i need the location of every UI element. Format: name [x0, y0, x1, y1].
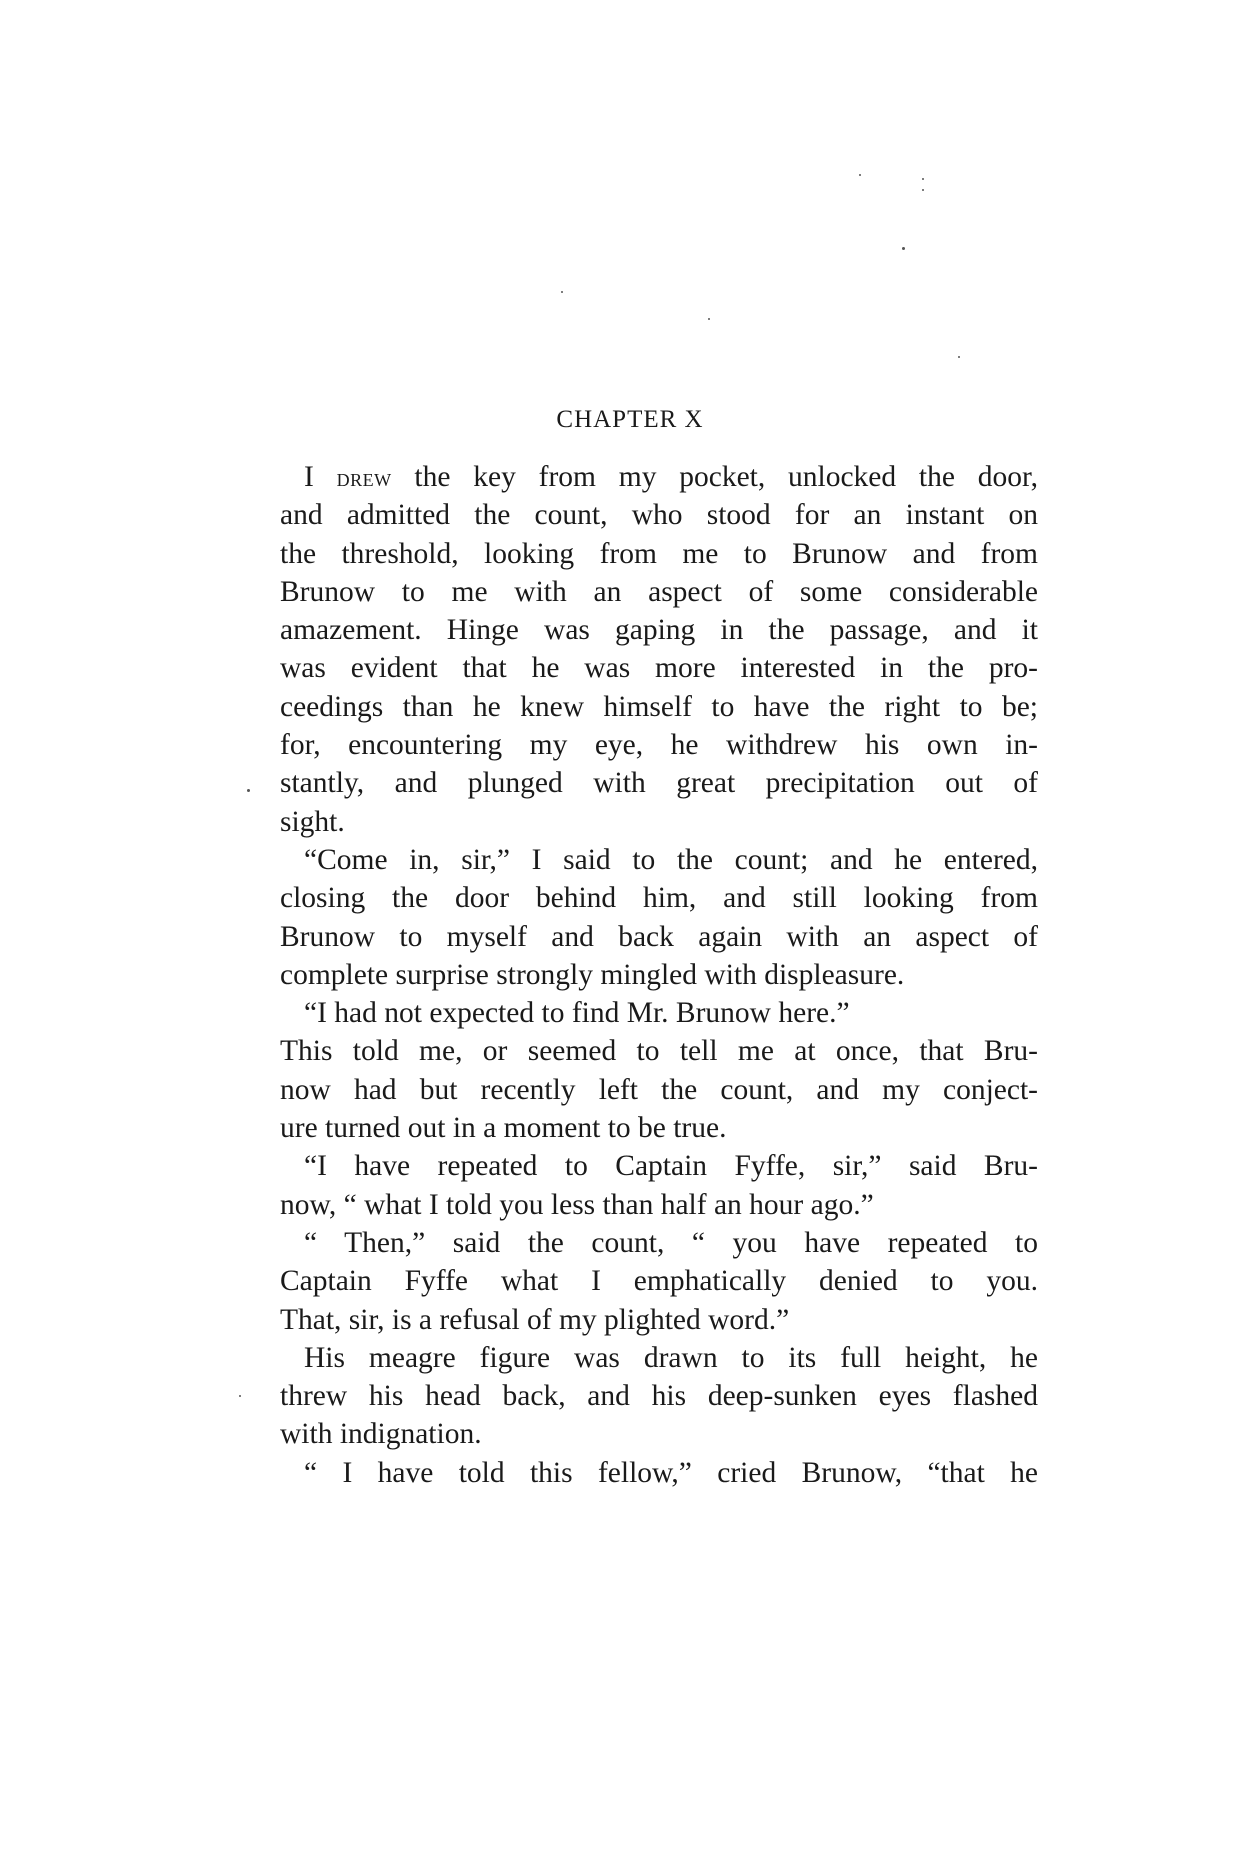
ink-speck [958, 356, 960, 358]
line-text: the key from my pocket, unlocked the door, [414, 461, 1039, 493]
paragraph [280, 458, 1038, 841]
text-line: ure turned out in a moment to be true. [280, 1112, 727, 1145]
text-line: and admitted the count, who stood for an instant on [280, 499, 1038, 532]
paragraph [280, 1454, 1038, 1492]
ink-speck [239, 1395, 241, 1397]
text-line: stantly, and plunged with great precipitation out of [280, 767, 1038, 800]
text-line: amazement. Hinge was gaping in the passage, and it [280, 614, 1038, 647]
ink-speck [708, 318, 710, 320]
text-line: now had but recently left the count, and my conject- [280, 1073, 1038, 1106]
text-line: “I have repeated to Captain Fyffe, sir,” said Bru- [304, 1150, 1038, 1183]
ink-speck [922, 189, 924, 191]
text-line [280, 458, 1038, 496]
ink-speck [859, 174, 861, 176]
text-line: “Come in, sir,” I said to the count; and he entered, [304, 843, 1038, 876]
lead-in: I [304, 461, 314, 493]
paragraph [280, 1147, 1038, 1224]
text-line: ceedings than he knew himself to have the right to be; [280, 690, 1038, 723]
ink-speck [902, 247, 905, 250]
text-line: with indignation. [280, 1418, 482, 1451]
paragraph [280, 1224, 1038, 1339]
text-line: complete surprise strongly mingled with displeasure. [280, 958, 905, 991]
text-line: His meagre figure was drawn to its full height, he [304, 1341, 1038, 1374]
text-line: closing the door behind him, and still looking from [280, 882, 1038, 915]
text-line: Captain Fyffe what I emphatically denied to you. [280, 1265, 1038, 1298]
text-line: “I had not expected to find Mr. Brunow here.” [304, 997, 850, 1030]
text-line: now, “ what I told you less than half an hour ago.” [280, 1188, 874, 1221]
paragraph [280, 841, 1038, 994]
text-line: the threshold, looking from me to Brunow and from [280, 537, 1038, 570]
text-line: That, sir, is a refusal of my plighted word.” [280, 1303, 790, 1336]
lead-in-small-caps: drew [336, 465, 392, 492]
text-line: was evident that he was more interested in the pro- [280, 652, 1038, 685]
chapter-title: CHAPTER X [556, 406, 704, 433]
paragraph [280, 1339, 1038, 1454]
text-line: Brunow to myself and back again with an aspect of [280, 920, 1038, 953]
ink-speck [922, 178, 924, 180]
text-line: “ I have told this fellow,” cried Brunow, “that he [304, 1456, 1038, 1489]
text-line: threw his head back, and his deep-sunken eyes flashed [280, 1380, 1038, 1413]
paragraph [280, 994, 1038, 1147]
text-line: sight. [280, 805, 345, 838]
text-line: This told me, or seemed to tell me at once, that Bru- [280, 1035, 1038, 1068]
text-line: for, encountering my eye, he withdrew his own in- [280, 729, 1038, 762]
ink-speck [247, 789, 250, 792]
ink-speck [561, 291, 563, 293]
body-text [280, 458, 1038, 1492]
text-line: Brunow to me with an aspect of some considerable [280, 575, 1038, 608]
text-line: “ Then,” said the count, “ you have repeated to [304, 1226, 1038, 1259]
